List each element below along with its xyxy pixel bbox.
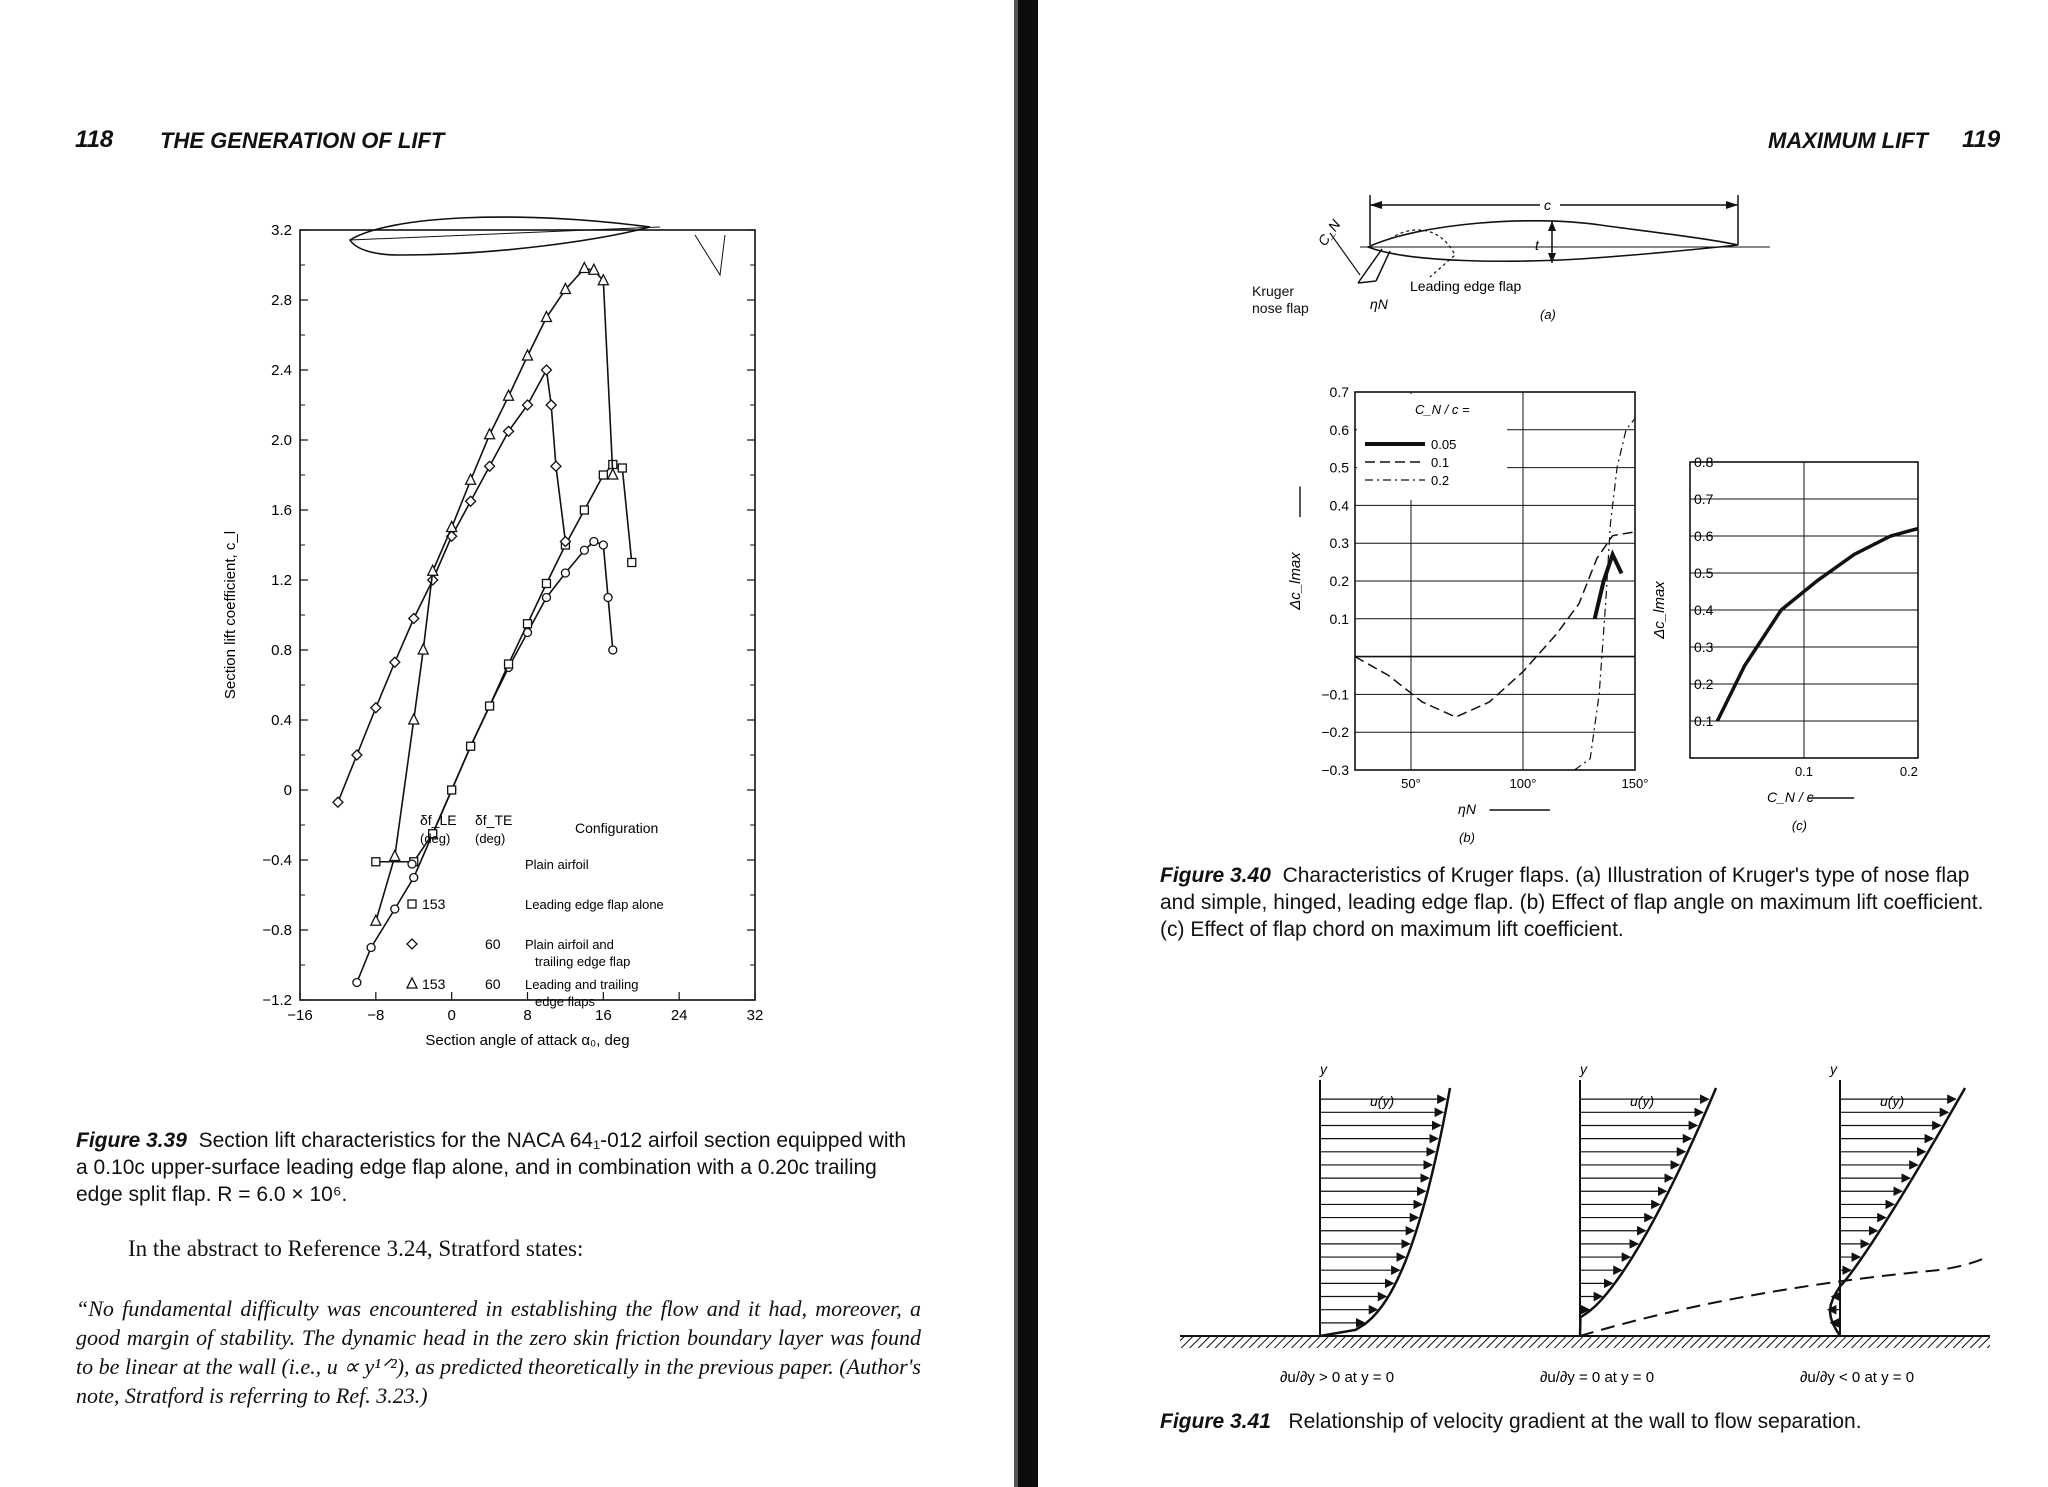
x-tick-label: −16	[287, 1007, 313, 1024]
y-tick-label: 2.4	[271, 362, 292, 379]
data-point-circle	[609, 646, 617, 654]
data-point-diamond	[409, 614, 419, 624]
y-tick-label: 0.8	[271, 642, 292, 659]
x-tick-label: 24	[670, 1007, 688, 1024]
profile1-condition: ∂u/∂y > 0 at y = 0	[1280, 1369, 1395, 1386]
x-tick-label: −8	[367, 1007, 385, 1024]
data-point-square	[628, 559, 636, 567]
chord-arrow-right	[1726, 201, 1738, 209]
y-axis-label: Δc_lmax	[1287, 552, 1304, 610]
data-point-circle	[604, 594, 612, 602]
legend-config-label: Leading and trailing	[525, 977, 639, 992]
data-point-triangle	[447, 522, 457, 532]
y-tick-label: −0.2	[1321, 724, 1349, 741]
book-gutter	[1018, 0, 1038, 1487]
y-tick-label: −0.4	[262, 852, 292, 869]
figure-3-39-caption	[76, 1127, 921, 1208]
legend-config-label-cont: trailing edge flap	[535, 954, 631, 969]
data-point-diamond	[485, 461, 495, 471]
left-running-head: THE GENERATION OF LIFT	[160, 128, 445, 153]
x-tick-label: 150°	[1621, 776, 1649, 791]
y-tick-label: 0.7	[1694, 491, 1714, 507]
figure-3-41-label: Figure 3.41	[1160, 1410, 1271, 1433]
chord-label: c	[1544, 197, 1551, 213]
data-point-diamond	[371, 703, 381, 713]
le-flap-label: Leading edge flap	[1410, 278, 1522, 294]
data-point-square	[505, 660, 513, 668]
subfig-label-c: (c)	[1791, 818, 1808, 833]
figure-3-40c-chart	[1650, 450, 1930, 860]
figure-3-39-text: Section lift characteristics for the NACA 64₁-012 airfoil section equipped with a 0.10c upper-surface leading edge flap alone, and in combination with a 0.20c trailing edge split flap. R = 6.0 × 10⁶.	[76, 1129, 906, 1206]
data-point-diamond	[333, 797, 343, 807]
y-tick-label: −0.8	[262, 922, 292, 939]
legend-config-label: Plain airfoil and	[525, 937, 614, 952]
legend-config-label: Plain airfoil	[525, 857, 589, 872]
legend-header-te-unit: (deg)	[475, 831, 506, 846]
data-point-triangle	[523, 350, 533, 360]
data-point-circle	[561, 569, 569, 577]
figure-3-41-diagram	[1180, 1060, 1990, 1410]
body-intro-text: In the abstract to Reference 3.24, Stratford states:	[128, 1236, 584, 1261]
legend-config-label: Leading edge flap alone	[525, 897, 664, 912]
data-point-triangle	[485, 429, 495, 439]
separation-line	[1580, 1258, 1985, 1336]
data-point-square	[524, 620, 532, 628]
y-tick-label: 0.6	[1329, 421, 1349, 438]
legend-header-le-unit: (deg)	[420, 831, 451, 846]
data-point-circle	[408, 860, 416, 868]
series-line-circle	[357, 542, 613, 983]
y-tick-label: 2.0	[271, 432, 292, 449]
y-tick-label: 1.2	[271, 572, 292, 589]
y-tick-label: 0.3	[1694, 639, 1714, 655]
figure-3-39-chart	[215, 195, 795, 1115]
left-page-number: 118	[75, 126, 114, 153]
data-point-circle	[599, 541, 607, 549]
y-tick-label: −0.3	[1321, 762, 1349, 778]
data-point-triangle	[390, 851, 400, 861]
x-tick-label: 32	[746, 1007, 764, 1024]
legend-te-value: 60	[485, 936, 501, 952]
y-tick-label: 2.8	[271, 292, 292, 309]
x-tick-label: 8	[523, 1007, 532, 1024]
data-point-diamond	[466, 496, 476, 506]
legend-label: 0.05	[1431, 437, 1457, 452]
wall-hatch	[1180, 1336, 1990, 1348]
figure-3-40b-chart	[1260, 380, 1650, 860]
data-point-circle	[542, 594, 550, 602]
data-point-circle	[580, 546, 588, 554]
y-tick-label: −0.1	[1321, 686, 1349, 703]
figure-3-41-caption	[1160, 1408, 2008, 1435]
data-point-circle	[590, 538, 598, 546]
x-tick-label: 0	[447, 1007, 456, 1024]
data-point-triangle	[504, 390, 514, 400]
subfig-label-b: (b)	[1459, 830, 1475, 845]
x-tick-label: 100°	[1509, 776, 1537, 791]
data-point-triangle	[418, 644, 428, 654]
series-line-0.05	[1595, 555, 1622, 619]
y-tick-label: 0.2	[1329, 573, 1349, 589]
x-tick-label: 0.2	[1899, 764, 1918, 779]
profile1-y-label: y	[1320, 1061, 1327, 1077]
profile3-u-label: u(y)	[1880, 1093, 1905, 1109]
legend-header-config: Configuration	[575, 820, 659, 836]
legend-config-label-cont: edge flaps	[535, 994, 595, 1009]
data-point-triangle	[371, 915, 381, 925]
x-tick-label: 16	[594, 1007, 612, 1024]
data-point-diamond	[407, 939, 417, 949]
airfoil-chord	[350, 227, 660, 240]
y-tick-label: 0.1	[1694, 713, 1714, 729]
y-axis-label: Section lift coefficient, c_l	[222, 530, 239, 700]
data-point-diamond	[551, 461, 561, 471]
airfoil-sketch	[350, 217, 650, 255]
y-tick-label: 0	[283, 782, 292, 799]
profile2-condition: ∂u/∂y = 0 at y = 0	[1540, 1369, 1655, 1386]
cn-dim	[1330, 233, 1360, 275]
legend-header-le: δf_LE	[420, 812, 457, 828]
data-point-diamond	[390, 657, 400, 667]
data-point-circle	[353, 979, 361, 987]
y-tick-label: 0.7	[1329, 384, 1349, 400]
data-point-triangle	[466, 474, 476, 484]
cn-label: C_N	[1314, 216, 1344, 249]
x-axis-label: Section angle of attack α₀, deg	[425, 1032, 630, 1049]
profile1-u-label: u(y)	[1370, 1093, 1395, 1109]
profile3-condition: ∂u/∂y < 0 at y = 0	[1800, 1369, 1915, 1386]
kruger-label: Kruger nose flap	[1252, 283, 1309, 316]
profile3-y-label: y	[1830, 1061, 1837, 1077]
profile2-y-label: y	[1580, 1061, 1587, 1077]
data-point-triangle	[407, 978, 417, 988]
figure-3-41-text: Relationship of velocity gradient at the wall to flow separation.	[1288, 1410, 1862, 1433]
profile2-u-label: u(y)	[1630, 1093, 1655, 1109]
fig340a-sublabel: (a)	[1540, 307, 1556, 322]
eta-label: ηN	[1370, 296, 1388, 312]
data-point-triangle	[409, 714, 419, 724]
chord-arrow-left	[1370, 201, 1382, 209]
y-tick-label: 0.3	[1329, 535, 1349, 552]
le-flap-path	[1390, 230, 1455, 277]
data-point-square	[580, 506, 588, 514]
y-tick-label: 0.2	[1694, 676, 1714, 692]
x-axis-label: C_N / c	[1766, 789, 1814, 805]
figure-3-40-caption	[1160, 862, 2008, 943]
data-point-square	[467, 742, 475, 750]
data-point-diamond	[352, 750, 362, 760]
right-page-number: 119	[1962, 126, 2001, 153]
figure-3-39-label: Figure 3.39	[76, 1129, 187, 1152]
data-point-square	[448, 786, 456, 794]
y-tick-label: 0.4	[271, 712, 292, 729]
legend-label: 0.2	[1431, 473, 1450, 488]
series-line-diamond	[338, 370, 565, 802]
data-point-square	[542, 580, 550, 588]
data-point-diamond	[541, 365, 551, 375]
y-tick-label: 1.6	[271, 502, 292, 519]
y-tick-label: 0.4	[1329, 497, 1349, 514]
series-line-0.1	[1355, 532, 1635, 717]
te-flap-sketch	[695, 235, 725, 275]
x-axis-label: ηN	[1458, 801, 1476, 817]
data-point-diamond	[546, 400, 556, 410]
series-line-cn	[1717, 529, 1918, 721]
x-tick-label: 0.1	[1794, 764, 1814, 779]
data-point-circle	[367, 944, 375, 952]
right-running-head: MAXIMUM LIFT	[1768, 128, 1929, 153]
plot-frame	[300, 230, 755, 1000]
thickness-label: t	[1535, 237, 1539, 253]
data-point-square	[599, 471, 607, 479]
legend-le-value: 153	[422, 896, 446, 912]
data-point-square	[408, 900, 416, 908]
y-tick-label: 0.5	[1694, 565, 1714, 581]
stratford-quote: “No fundamental difficulty was encountered in establishing the flow and it had, moreover, a good margin of stability. The dynamic head in the zero skin friction boundary layer was found to be linear at the wall (i.e., u ∝ y¹ᐟ²), as predicted theoretically in the previous paper. (Author's note, Stratford is referring to Ref. 3.23.)	[76, 1296, 921, 1408]
y-tick-label: 0.1	[1329, 610, 1349, 627]
data-point-triangle	[579, 263, 589, 273]
kruger-flap	[1358, 249, 1390, 283]
data-point-circle	[410, 874, 418, 882]
y-tick-label: −1.2	[262, 992, 292, 1009]
legend-le-value: 153	[422, 976, 446, 992]
y-tick-label: 0.6	[1694, 528, 1714, 544]
data-point-square	[486, 702, 494, 710]
y-tick-label: 0.5	[1329, 459, 1349, 476]
figure-3-40a-diagram	[1240, 185, 1780, 335]
figure-3-40-text: Characteristics of Kruger flaps. (a) Illustration of Kruger's type of nose flap and simple, hinged, leading edge flap. (b) Effect of flap angle on maximum lift coefficient. (c) Effect of flap chord on maximum lift coefficient.	[1160, 864, 1984, 941]
legend-header-te: δf_TE	[475, 812, 513, 828]
data-point-square	[372, 858, 380, 866]
data-point-square	[618, 464, 626, 472]
y-tick-label: 3.2	[271, 222, 292, 239]
y-tick-label: 0.8	[1694, 454, 1714, 470]
series-line-square	[376, 465, 632, 862]
y-tick-label: 0.4	[1694, 602, 1714, 618]
legend-label: 0.1	[1431, 455, 1450, 470]
x-tick-label: 50°	[1401, 776, 1421, 791]
data-point-circle	[391, 905, 399, 913]
figure-3-40-label: Figure 3.40	[1160, 864, 1271, 887]
y-axis-label: Δc_lmax	[1651, 581, 1668, 639]
data-point-triangle	[608, 469, 618, 479]
legend-title: C_N / c =	[1415, 402, 1470, 417]
legend-te-value: 60	[485, 976, 501, 992]
series-line-0.2	[1575, 418, 1635, 770]
